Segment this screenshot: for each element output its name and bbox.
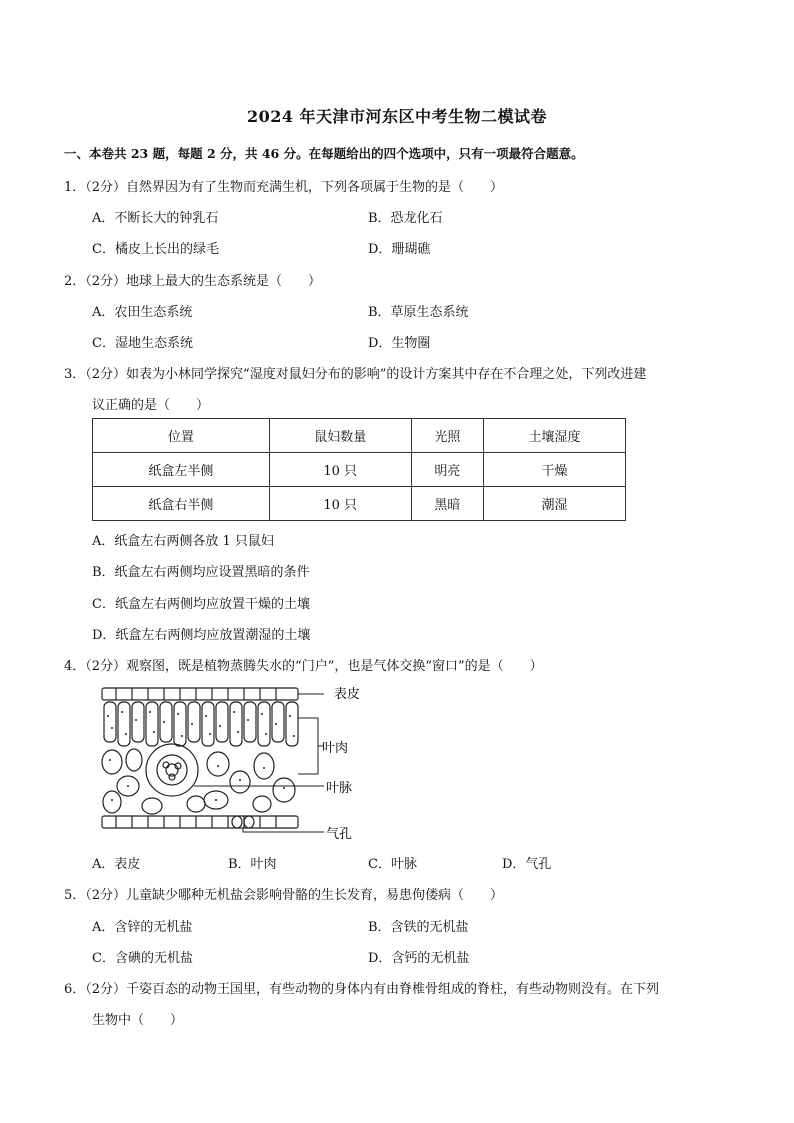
question-4-option-c[interactable]: C．叶脉	[368, 857, 417, 872]
table-cell: 潮湿	[484, 487, 626, 521]
question-2-stem: 2．（2分）地球上最大的生态系统是（ ）	[64, 274, 322, 289]
table-cell: 黑暗	[411, 487, 483, 521]
question-3-option-b[interactable]: B．纸盒左右两侧均应设置黑暗的条件	[92, 565, 310, 580]
table-cell: 10 只	[269, 453, 411, 487]
table-header-cell: 鼠妇数量	[269, 419, 411, 453]
figure-label-epidermis: 表皮	[334, 687, 361, 702]
question-2-option-b[interactable]: B．草原生态系统	[368, 305, 469, 320]
table-cell: 明亮	[411, 453, 483, 487]
figure-label-mesophyll: 叶肉	[322, 741, 349, 756]
question-1-stem: 1．（2分）自然界因为有了生物而充满生机，下列各项属于生物的是（ ）	[64, 180, 504, 195]
table-row	[93, 487, 626, 521]
section-heading: 一、本卷共 23 题，每题 2 分，共 46 分。在每题给出的四个选项中，只有一项最符合题意。	[64, 146, 584, 161]
question-1-option-d[interactable]: D．珊瑚礁	[368, 242, 431, 257]
question-3-option-d[interactable]: D．纸盒左右两侧均应放置潮湿的土壤	[92, 628, 311, 643]
question-1-option-a[interactable]: A．不断长大的钟乳石	[92, 211, 219, 226]
question-3-option-c[interactable]: C．纸盒左右两侧均应放置干燥的土壤	[92, 597, 310, 612]
page-title: 2024 年天津市河东区中考生物二模试卷	[246, 107, 548, 126]
table-header-row	[93, 419, 626, 453]
question-2-option-d[interactable]: D．生物圈	[368, 336, 431, 351]
question-5-option-a[interactable]: A．含锌的无机盐	[92, 920, 193, 935]
table-header-cell: 土壤湿度	[484, 419, 626, 453]
question-2-option-a[interactable]: A．农田生态系统	[92, 305, 193, 320]
figure-label-stoma: 气孔	[326, 827, 353, 842]
question-1-option-b[interactable]: B．恐龙化石	[368, 211, 443, 226]
question-3-stem-continued: 议正确的是（ ）	[92, 398, 210, 413]
question-6-stem-continued: 生物中（ ）	[92, 1013, 184, 1028]
question-5-option-d[interactable]: D．含钙的无机盐	[368, 951, 470, 966]
table-cell: 纸盒右半侧	[93, 487, 270, 521]
question-3-option-a[interactable]: A．纸盒左右两侧各放 1 只鼠妇	[92, 534, 274, 549]
question-4-option-b[interactable]: B．叶肉	[228, 857, 277, 872]
question-5-stem: 5．（2分）儿童缺少哪种无机盐会影响骨骼的生长发育，易患佝偻病（ ）	[64, 888, 504, 903]
question-6-stem: 6．（2分）千姿百态的动物王国里，有些动物的身体内有由脊椎骨组成的脊柱，有些动物则没有。在下列	[64, 982, 660, 997]
leaf-cross-section-diagram	[98, 682, 378, 842]
table-cell: 纸盒左半侧	[93, 453, 270, 487]
question-4-option-d[interactable]: D．气孔	[502, 857, 552, 872]
experiment-table	[92, 418, 626, 521]
question-4-option-a[interactable]: A．表皮	[92, 857, 141, 872]
figure-label-vein: 叶脉	[326, 781, 353, 796]
question-1-option-c[interactable]: C．橘皮上长出的绿毛	[92, 242, 219, 257]
question-5-option-c[interactable]: C．含碘的无机盐	[92, 951, 193, 966]
table-cell: 干燥	[484, 453, 626, 487]
question-4-stem: 4．（2分）观察图，既是植物蒸腾失水的“门户”，也是气体交换“窗口”的是（ ）	[64, 659, 543, 674]
table-header-cell: 光照	[411, 419, 483, 453]
question-5-option-b[interactable]: B．含铁的无机盐	[368, 920, 469, 935]
table-cell: 10 只	[269, 487, 411, 521]
table-row	[93, 453, 626, 487]
question-3-stem: 3．（2分）如表为小林同学探究“湿度对鼠妇分布的影响”的设计方案其中存在不合理之处，下列改进建	[64, 367, 647, 382]
table-header-cell: 位置	[93, 419, 270, 453]
question-2-option-c[interactable]: C．湿地生态系统	[92, 336, 193, 351]
